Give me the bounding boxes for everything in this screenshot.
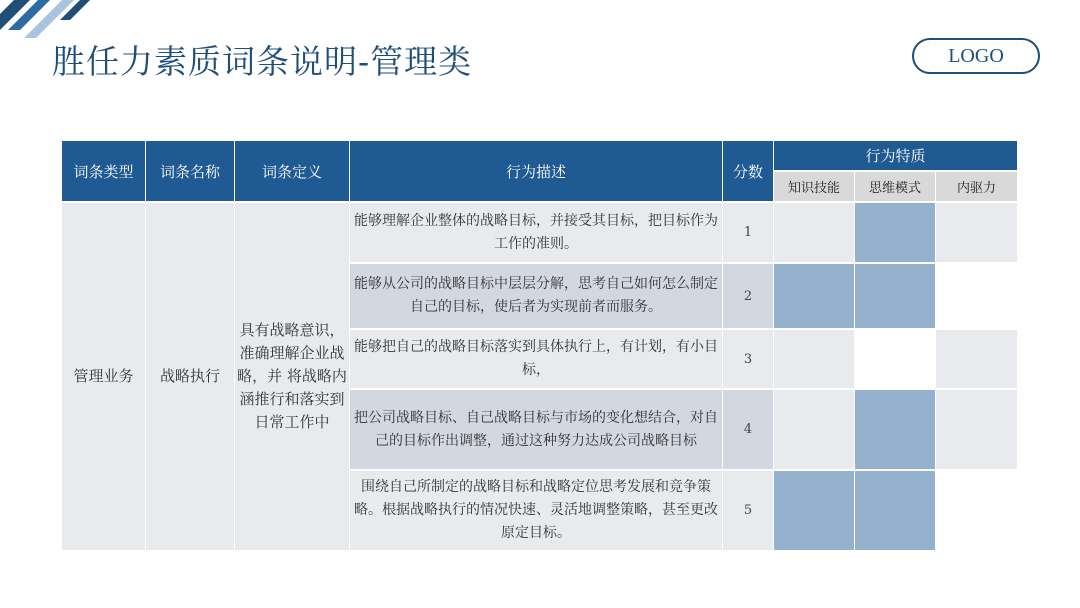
trait-cell-thinking: [855, 390, 936, 471]
trait-cell-knowledge: [774, 330, 855, 390]
behavior-description: 能够从公司的战略目标中层层分解，思考自己如何怎么制定自己的目标，使后者为实现前者而服务。: [350, 264, 723, 330]
table-row: [62, 203, 1018, 264]
trait-cell-drive: [936, 471, 1018, 552]
trait-cell-knowledge: [774, 203, 855, 264]
score-value: 2: [723, 264, 774, 330]
trait-cell-thinking: [855, 203, 936, 264]
entry-type: 管理业务: [62, 203, 146, 552]
score-value: 1: [723, 203, 774, 264]
trait-cell-drive: [936, 330, 1018, 390]
behavior-description: 围绕自己所制定的战略目标和战略定位思考发展和竞争策略。根据战略执行的情况快速、灵活地调整策略，甚至更改原定目标。: [350, 471, 723, 552]
header-type: 词条类型: [62, 141, 146, 203]
score-value: 3: [723, 330, 774, 390]
header-trait-thinking: 思维模式: [855, 172, 936, 203]
header-trait-drive: 内驱力: [936, 172, 1018, 203]
trait-cell-knowledge: [774, 471, 855, 552]
header-score: 分数: [723, 141, 774, 203]
entry-name: 战略执行: [146, 203, 235, 552]
behavior-description: 把公司战略目标、自己战略目标与市场的变化想结合，对自己的目标作出调整，通过这种努力达成公司战略目标: [350, 390, 723, 471]
behavior-description: 能够把自己的战略目标落实到具体执行上，有计划，有小目标，: [350, 330, 723, 390]
trait-cell-thinking: [855, 264, 936, 330]
header-traits: 行为特质: [774, 141, 1018, 172]
trait-cell-thinking: [855, 471, 936, 552]
trait-cell-drive: [936, 264, 1018, 330]
page-title: 胜任力素质词条说明-管理类: [52, 42, 473, 81]
header-description: 行为描述: [350, 141, 723, 203]
header-trait-knowledge: 知识技能: [774, 172, 855, 203]
header-name: 词条名称: [146, 141, 235, 203]
trait-cell-knowledge: [774, 264, 855, 330]
trait-cell-drive: [936, 203, 1018, 264]
score-value: 4: [723, 390, 774, 471]
header-definition: 词条定义: [235, 141, 350, 203]
entry-definition: 具有战略意识，准确理解企业战略，并 将战略内涵推行和落实到日常工作中: [235, 203, 350, 552]
logo-badge: LOGO: [912, 38, 1040, 74]
behavior-description: 能够理解企业整体的战略目标，并接受其目标，把目标作为工作的准则。: [350, 203, 723, 264]
trait-cell-thinking: [855, 330, 936, 390]
competency-table: [62, 141, 1018, 552]
trait-cell-drive: [936, 390, 1018, 471]
trait-cell-knowledge: [774, 390, 855, 471]
score-value: 5: [723, 471, 774, 552]
